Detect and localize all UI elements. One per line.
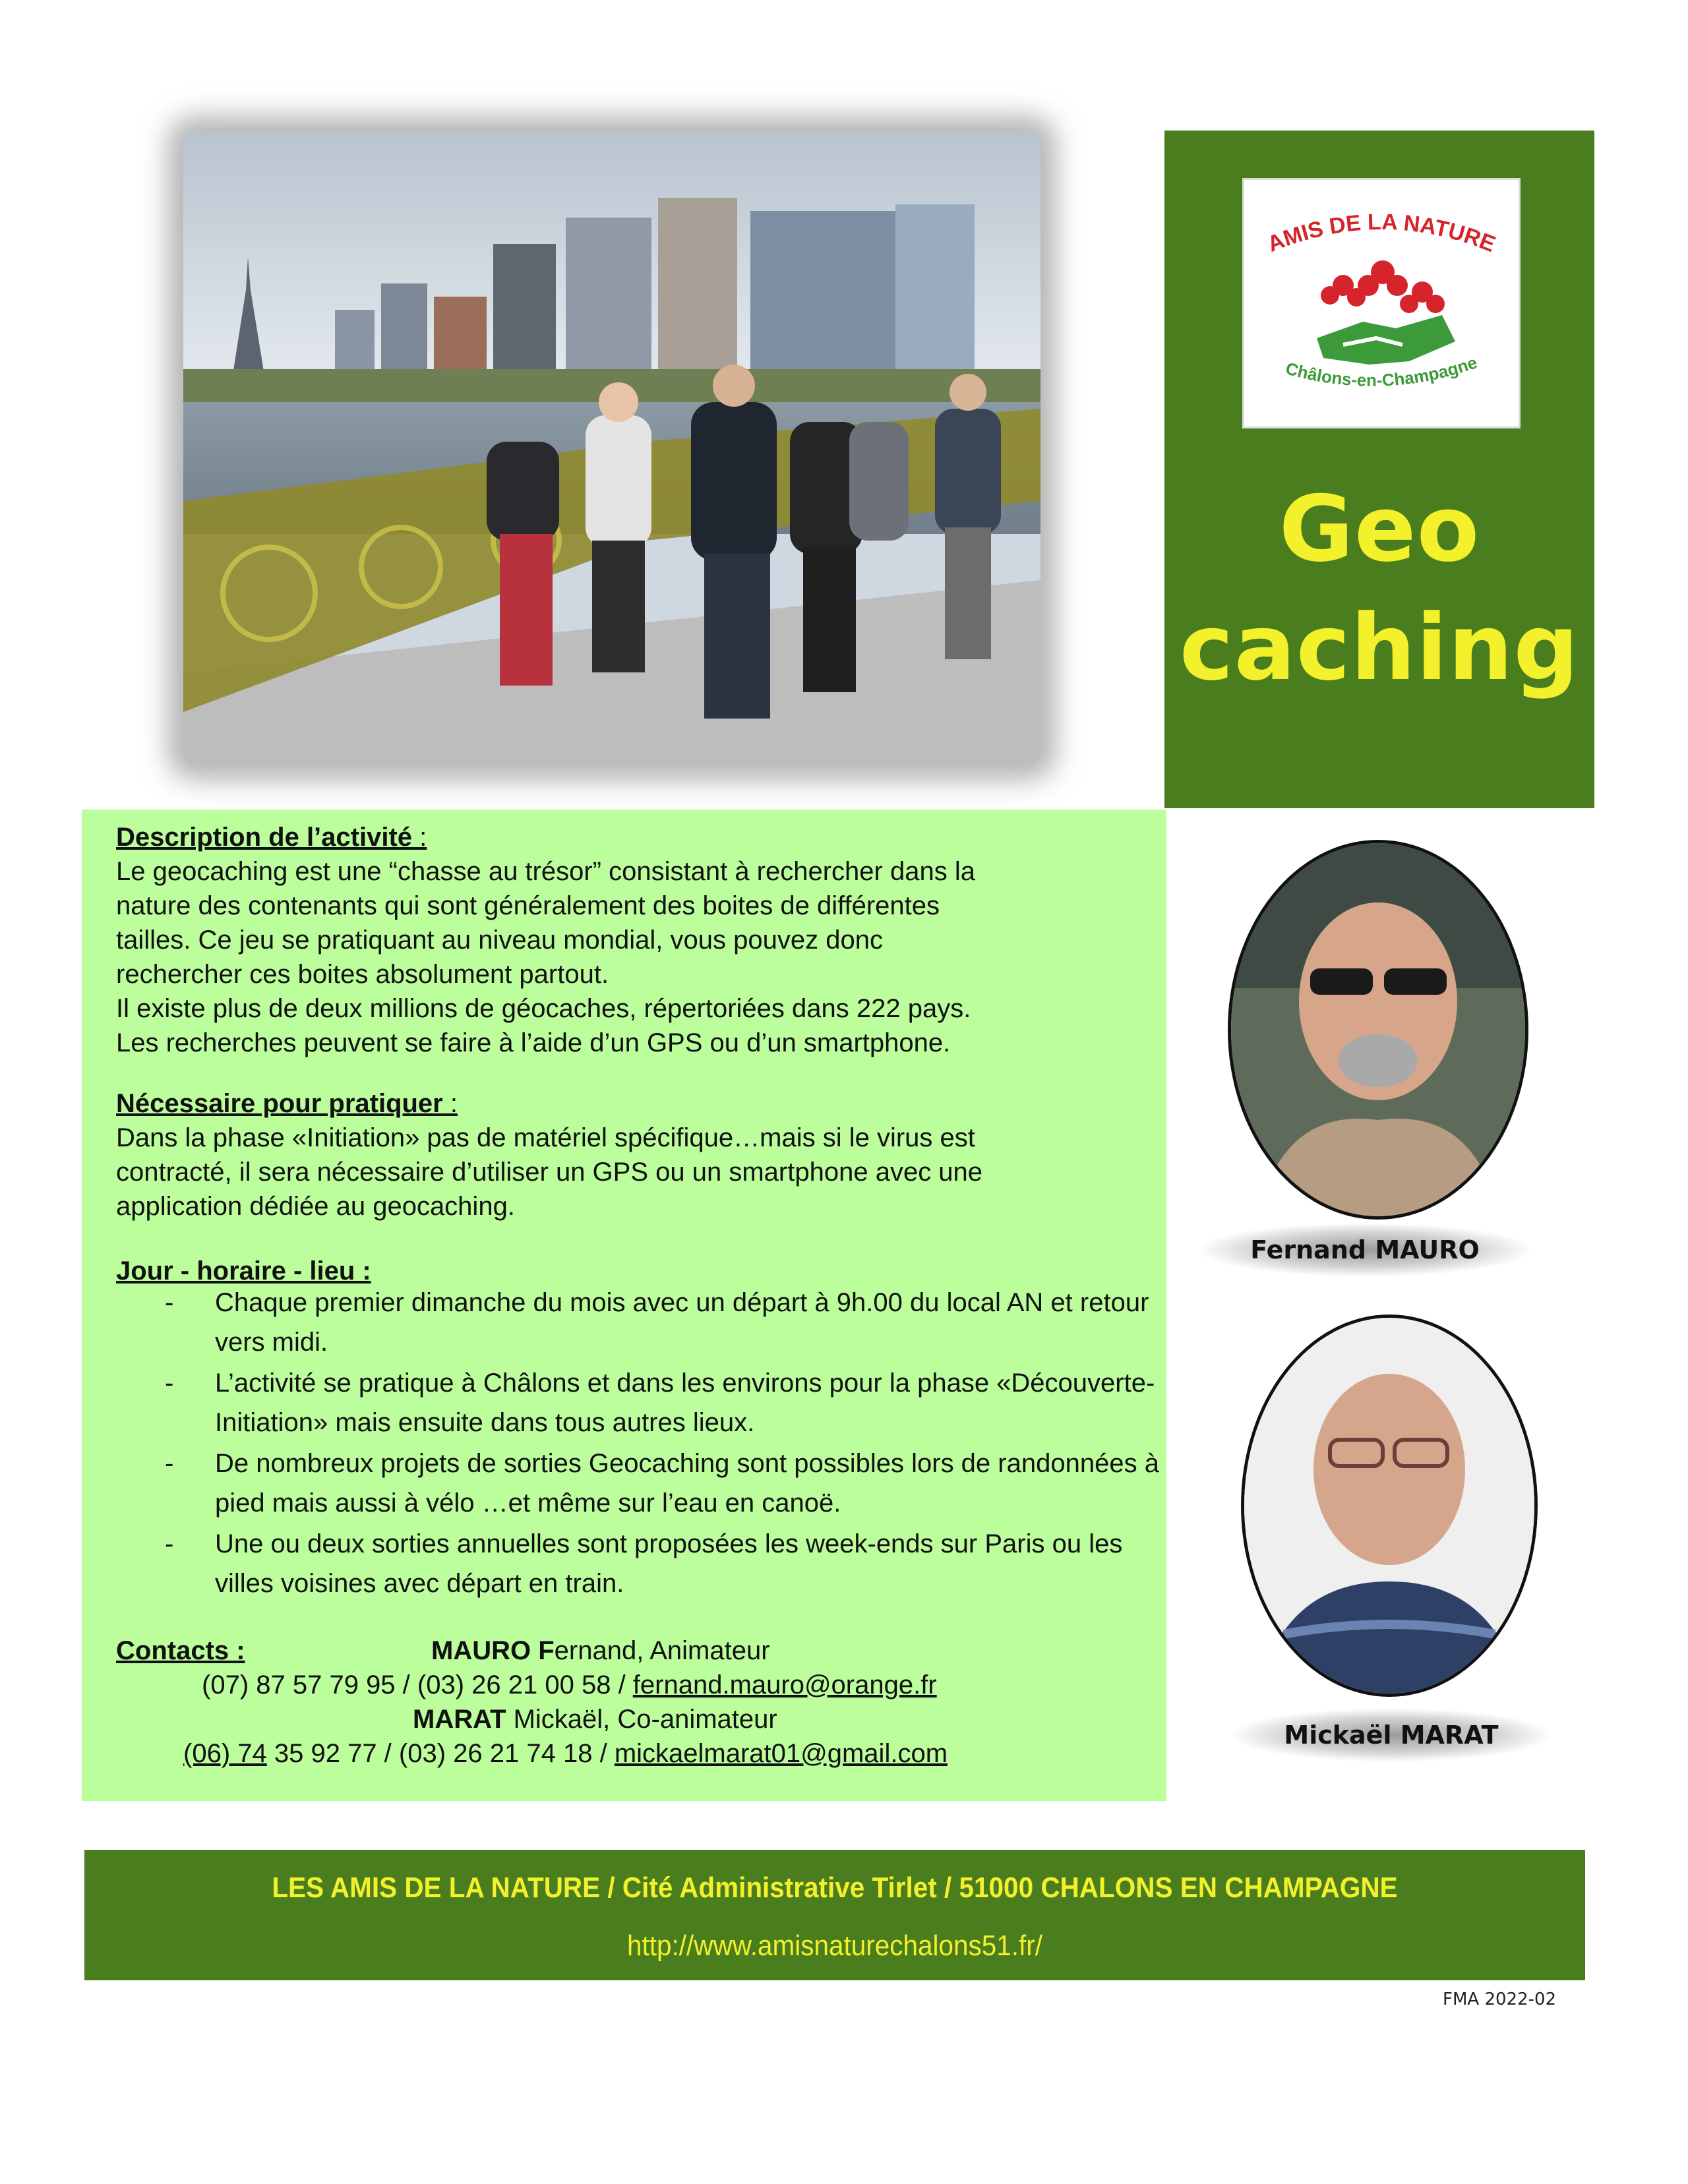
group-photo [183, 132, 1040, 765]
bullet-dash: - [165, 1369, 174, 1398]
description-heading: Description de l’activité : [116, 823, 427, 852]
person-name-1: Fernand MAURO [1200, 1224, 1530, 1276]
description-line-6: Les recherches peuvent se faire à l’aide d’un GPS ou d’un smartphone. [116, 1028, 951, 1057]
document-reference: FMA 2022-02 [1443, 1990, 1557, 2009]
requirements-line-2: contracté, il sera nécessaire d’utiliser un GPS ou un smartphone avec une [116, 1158, 983, 1187]
bullet-dash: - [165, 1449, 174, 1478]
description-line-5: Il existe plus de deux millions de géocaches, répertoriées dans 222 pays. [116, 994, 971, 1023]
description-line-1: Le geocaching est une “chasse au trésor” consistant à rechercher dans la [116, 857, 975, 886]
contact-2-details: (06) 74 35 92 77 / (03) 26 21 74 18 / mickaelmarat01@gmail.com [183, 1739, 948, 1768]
description-line-3: tailles. Ce jeu se pratiquant au niveau mondial, vous pouvez donc [116, 926, 883, 955]
schedule-bullet-3: De nombreux projets de sorties Geocaching sont possibles lors de randonnées à pied mais aussi à vélo …et même sur l’eau en canoë. [215, 1449, 1159, 1518]
schedule-bullet-1: Chaque premier dimanche du mois avec un départ à 9h.00 du local AN et retour vers midi. [215, 1288, 1149, 1357]
person-name-2: Mickaël MARAT [1233, 1709, 1550, 1761]
schedule-bullet-2: L’activité se pratique à Châlons et dans les environs pour la phase «Découverte-Initiation» mais ensuite dans tous autres lieux. [215, 1369, 1155, 1437]
schedule-heading: Jour - horaire - lieu : [116, 1256, 371, 1285]
description-line-4: rechercher ces boites absolument partout. [116, 960, 609, 989]
info-panel [82, 810, 1166, 1801]
logo-top-text: AMIS DE LA NATURE [1263, 209, 1499, 258]
bullet-dash: - [165, 1529, 174, 1558]
title-block [1164, 131, 1594, 808]
contact-2-name: MARAT Mickaël, Co-animateur [413, 1705, 777, 1734]
footer-url-link[interactable]: http://www.amisnaturechalons51.fr/ [627, 1930, 1042, 1962]
contact-1-details: (07) 87 57 79 95 / (03) 26 21 00 58 / fernand.mauro@orange.fr [202, 1670, 937, 1699]
requirements-line-3: application dédiée au geocaching. [116, 1192, 515, 1221]
title-line-2: caching [1179, 595, 1580, 701]
footer-address: LES AMIS DE LA NATURE / Cité Administrative Tirlet / 51000 CHALONS EN CHAMPAGNE [272, 1872, 1398, 1904]
bullet-dash: - [165, 1288, 174, 1317]
schedule-bullet-4: Une ou deux sorties annuelles sont proposées les week-ends sur Paris ou les villes voisines avec départ en train. [215, 1529, 1123, 1598]
requirements-heading: Nécessaire pour pratiquer : [116, 1089, 458, 1118]
description-line-2: nature des contenants qui sont généralement des boites de différentes [116, 891, 940, 920]
logo [1242, 178, 1521, 428]
footer-band [84, 1850, 1585, 1980]
logo-bottom-text: Châlons-en-Champagne [1283, 352, 1480, 390]
contact-2-email-link[interactable]: mickaelmarat01@gmail.com [614, 1739, 948, 1768]
contact-1-email-link[interactable]: fernand.mauro@orange.fr [632, 1670, 937, 1699]
portrait-fernand-mauro [1228, 840, 1528, 1220]
contact-1-name: MAURO Fernand, Animateur [431, 1636, 770, 1665]
svg-text:AMIS DE LA NATURE [1264, 210, 1499, 257]
portrait-mickael-marat [1241, 1314, 1538, 1697]
requirements-line-1: Dans la phase «Initiation» pas de matériel spécifique…mais si le virus est [116, 1123, 975, 1152]
contacts-heading: Contacts : [116, 1636, 245, 1665]
title-line-1: Geo [1279, 476, 1480, 582]
